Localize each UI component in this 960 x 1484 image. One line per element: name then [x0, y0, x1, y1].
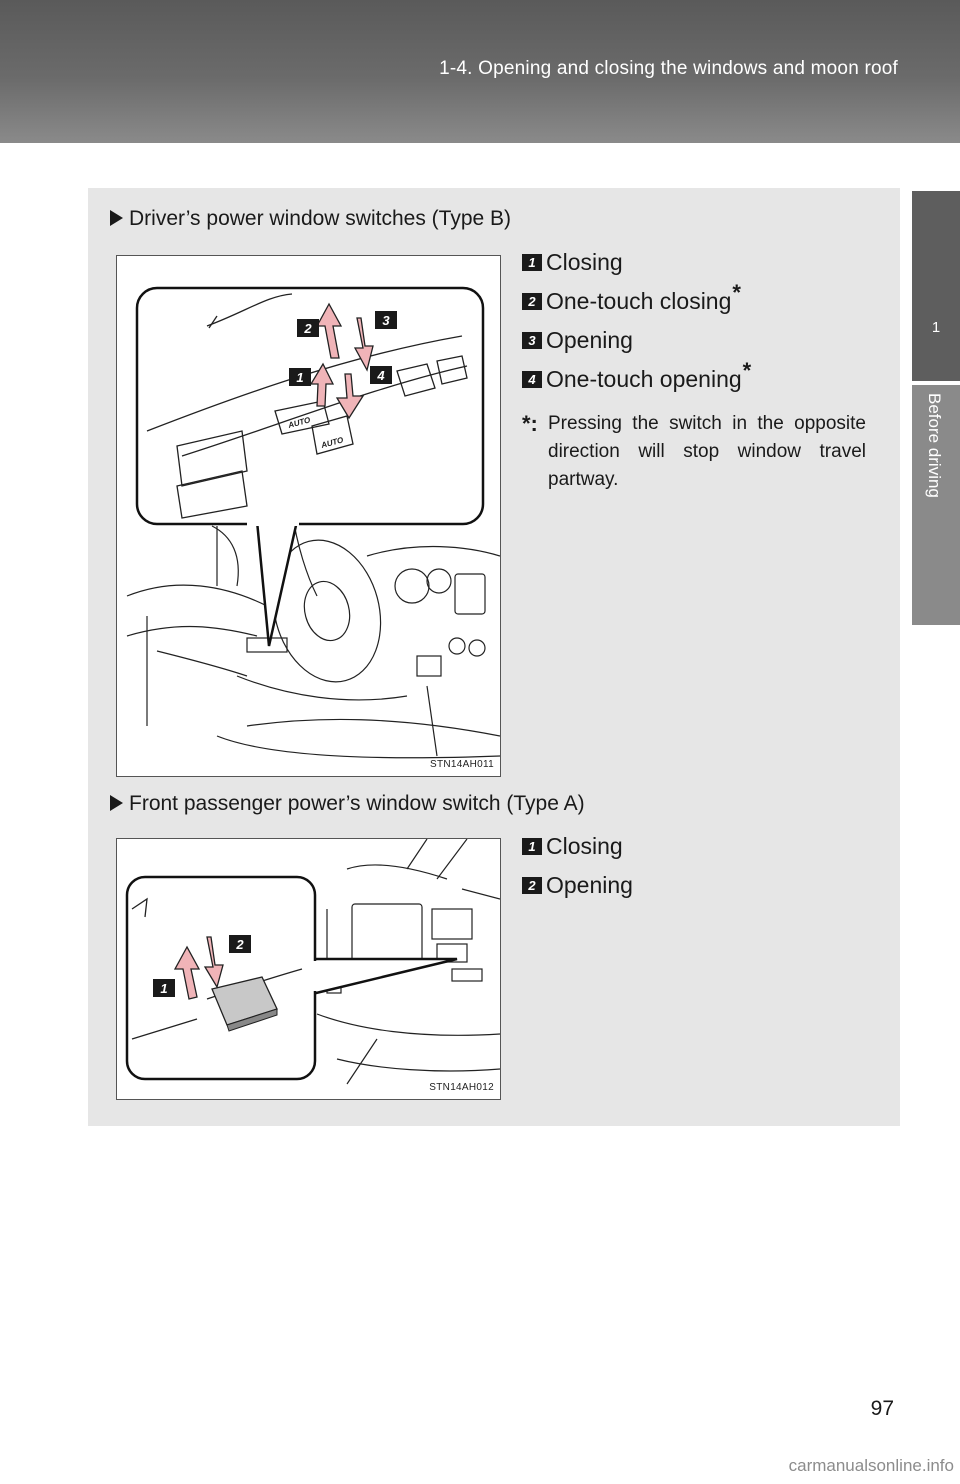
page-number: 97 — [870, 1397, 894, 1420]
footnote-mark: *: — [522, 411, 538, 436]
callout-badge: 1 — [522, 838, 542, 855]
chapter-tab — [912, 191, 960, 381]
callout-label: Closing — [546, 833, 623, 859]
figure-badge-1 — [153, 979, 175, 997]
page-header — [0, 0, 960, 143]
auto-label-1: AUTO — [287, 415, 312, 430]
triangle-bullet-icon — [110, 210, 123, 226]
svg-text:1: 1 — [296, 370, 304, 385]
figure-code: STN14AH011 — [430, 759, 494, 770]
callout-label: Opening — [546, 872, 633, 898]
callout-opening — [522, 327, 633, 354]
callout-passenger-closing — [522, 833, 623, 860]
callout-label: Closing — [546, 249, 623, 275]
driver-switch-illustration — [117, 256, 500, 776]
figure-badge-3 — [375, 311, 397, 329]
svg-text:2: 2 — [304, 321, 312, 336]
figure-badge-1 — [289, 368, 311, 386]
watermark: carmanualsonline.info — [788, 1456, 954, 1475]
asterisk-mark: * — [732, 279, 741, 305]
chapter-label: Before driving — [925, 393, 944, 498]
svg-text:4: 4 — [377, 368, 385, 383]
callout-one-touch-closing — [522, 279, 741, 315]
chapter-number: 1 — [931, 319, 941, 336]
callout-label: One-touch opening — [546, 366, 742, 392]
callout-label: One-touch closing — [546, 288, 732, 314]
callout-closing — [522, 249, 623, 276]
section-title: 1-4. Opening and closing the windows and moon roof — [439, 58, 898, 79]
figure-badge-2 — [229, 935, 251, 953]
svg-text:3: 3 — [382, 313, 390, 328]
callout-label: Opening — [546, 327, 633, 353]
callout-badge: 3 — [522, 332, 542, 349]
driver-switches-heading: Driver’s power window switches (Type B) — [110, 207, 511, 231]
footnote — [522, 410, 866, 494]
figure-badge-2 — [297, 319, 319, 337]
auto-label-2: AUTO — [320, 435, 345, 450]
callout-badge: 2 — [522, 293, 542, 310]
callout-badge: 1 — [522, 254, 542, 271]
driver-switch-figure — [116, 255, 501, 777]
figure-badge-4 — [370, 366, 392, 384]
callout-badge: 2 — [522, 877, 542, 894]
chapter-label-tab — [912, 385, 960, 625]
asterisk-mark: * — [742, 357, 752, 383]
footnote-text: Pressing the switch in the opposite direction will stop window travel partway. — [548, 413, 866, 490]
figure-code: STN14AH012 — [429, 1082, 494, 1093]
svg-text:2: 2 — [236, 937, 244, 952]
callout-badge: 4 — [522, 371, 542, 388]
svg-text:1: 1 — [160, 981, 168, 996]
callout-passenger-opening — [522, 872, 633, 899]
triangle-bullet-icon — [110, 795, 123, 811]
callout-one-touch-opening — [522, 357, 752, 393]
passenger-switch-figure — [116, 838, 501, 1100]
passenger-switch-illustration — [117, 839, 500, 1099]
passenger-switch-heading: Front passenger power’s window switch (Type A) — [110, 792, 585, 816]
